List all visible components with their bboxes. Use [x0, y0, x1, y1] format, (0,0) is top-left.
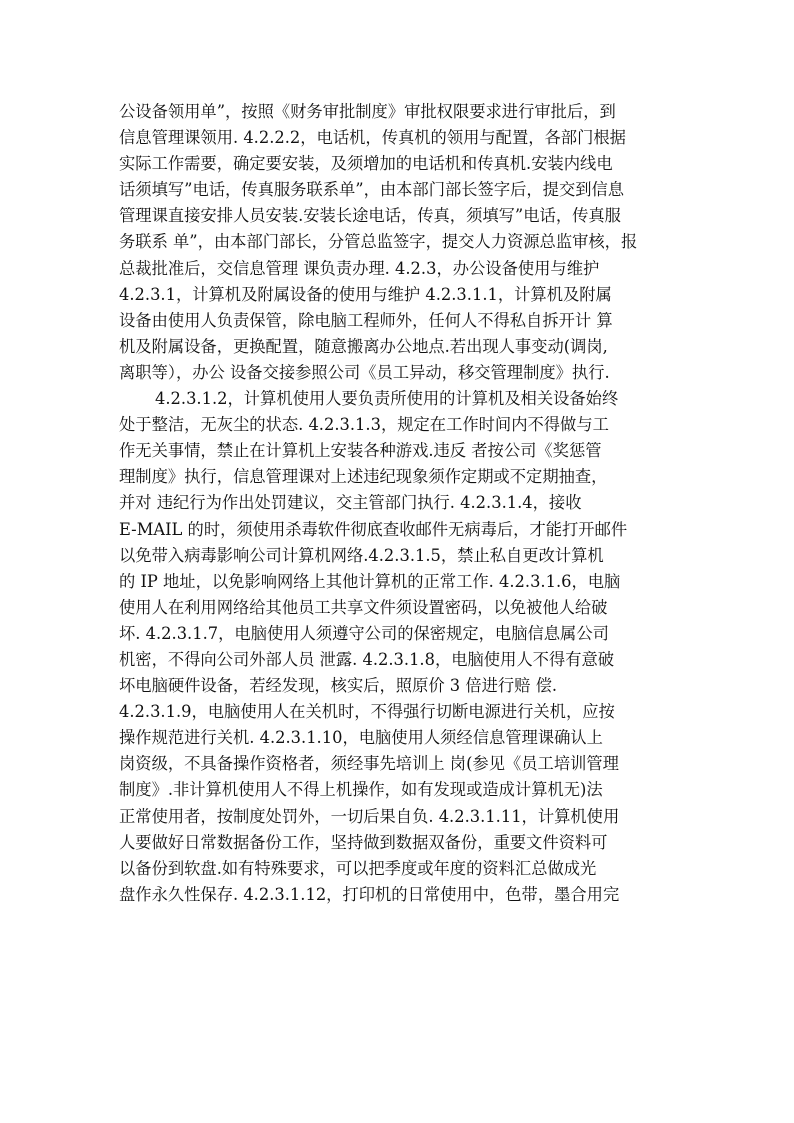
text-line: 实际工作需要，确定要安装，及须增加的电话机和传真机.安装内线电: [119, 154, 613, 174]
text-line: 以免带入病毒影响公司计算机网络.4.2.3.1.5，禁止私自更改计算机: [119, 545, 604, 565]
text-line: 盘作永久性保存. 4.2.3.1.12，打印机的日常使用中，色带，墨合用完: [119, 884, 620, 904]
text-line: 人要做好日常数据备份工作，坚持做到数据双备份，重要文件资料可: [119, 832, 608, 852]
text-line: 理制度》执行，信息管理课对上述违纪现象须作定期或不定期抽查，: [119, 467, 608, 487]
text-line: 以备份到软盘.如有特殊要求，可以把季度或年度的资料汇总做成光: [119, 858, 597, 878]
text-line: 的 IP 地址，以免影响网络上其他计算机的正常工作. 4.2.3.1.6，电脑: [119, 571, 621, 591]
text-line: 操作规范进行关机. 4.2.3.1.10，电脑使用人须经信息管理课确认上: [119, 728, 603, 748]
text-line: 制度》.非计算机使用人不得上机操作，如有发现或造成计算机无)法: [119, 780, 603, 800]
text-line: 正常使用者，按制度处罚外，一切后果自负. 4.2.3.1.11，计算机使用: [119, 806, 620, 826]
text-line: 坏电脑硬件设备，若经发现，核实后，照原价 3 倍进行赔 偿.: [119, 676, 558, 696]
paragraph-start-line: 4.2.3.1.2，计算机使用人要负责所使用的计算机及相关设备始终: [155, 389, 619, 409]
text-line: 并对 违纪行为作出处罚建议，交主管部门执行. 4.2.3.1.4，接收: [119, 493, 582, 513]
text-line: 4.2.3.1.9，电脑使用人在关机时，不得强行切断电源进行关机，应按: [119, 702, 615, 722]
document-body: [119, 99, 684, 908]
text-line: 机密，不得向公司外部人员 泄露. 4.2.3.1.8，电脑使用人不得有意破: [119, 649, 615, 669]
text-line: 务联系 单”，由本部门部长，分管总监签字，提交人力资源总监审核，报: [119, 232, 638, 252]
text-line: 公设备领用单”，按照《财务审批制度》审批权限要求进行审批后，到: [119, 102, 616, 121]
text-line: 总裁批准后，交信息管理 课负责办理. 4.2.3，办公设备使用与维护: [119, 258, 600, 278]
text-line: 离职等），办公 设备交接参照公司《员工异动，移交管理制度》执行.: [119, 362, 610, 382]
text-line: 使用人在利用网络给其他员工共享文件须设置密码，以免被他人给破: [119, 597, 608, 617]
text-line: 信息管理课领用. 4.2.2.2，电话机，传真机的领用与配置，各部门根据: [119, 128, 626, 148]
text-line: 话须填写”电话，传真服务联系单”，由本部门部长签字后，提交到信息: [119, 180, 625, 200]
text-line: 4.2.3.1，计算机及附属设备的使用与维护 4.2.3.1.1，计算机及附属: [119, 284, 612, 304]
text-line: E-MAIL 的时，须使用杀毒软件彻底查收邮件无病毒后，才能打开邮件: [119, 519, 628, 539]
text-line: 岗资级，不具备操作资格者，须经事先培训上 岗(参见《员工培训管理: [119, 754, 619, 774]
text-line: 管理课直接安排人员安装.安装长途电话，传真，须填写”电话，传真服: [119, 206, 621, 226]
text-line: 作无关事情，禁止在计算机上安装各种游戏.违反 者按公司《奖惩管: [119, 441, 602, 461]
text-line: 处于整洁，无灰尘的状态. 4.2.3.1.3，规定在工作时间内不得做与工: [119, 415, 609, 435]
text-line: 坏. 4.2.3.1.7，电脑使用人须遵守公司的保密规定，电脑信息属公司: [119, 623, 609, 643]
text-line: 机及附属设备，更换配置，随意搬离办公地点.若出现人事变动(调岗,: [119, 336, 608, 356]
text-line: 设备由使用人负责保管，除电脑工程师外，任何人不得私自拆开计 算: [119, 310, 613, 330]
